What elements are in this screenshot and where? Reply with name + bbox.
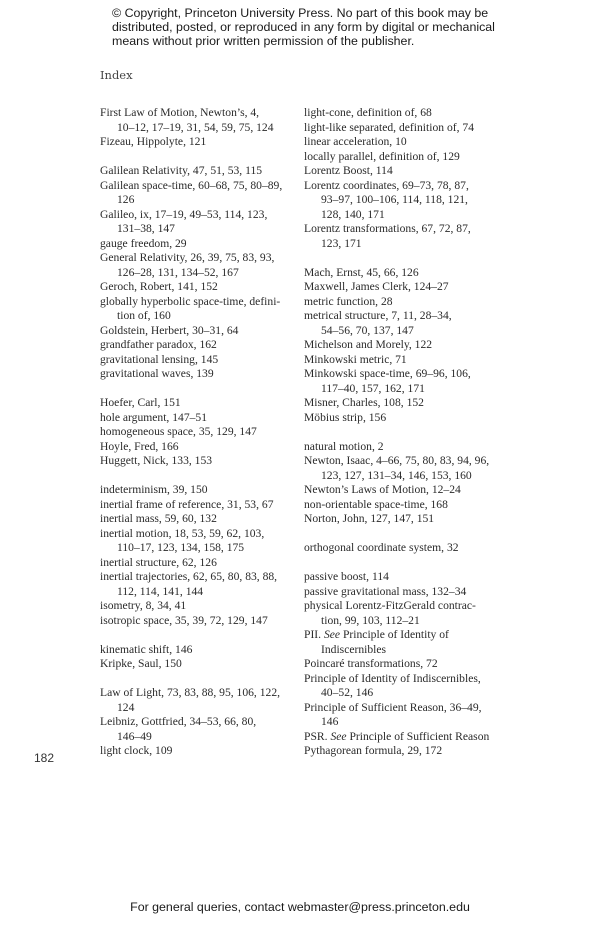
index-letter-group bbox=[304, 266, 504, 426]
index-entry-term: globally hyperbolic space-time, defini- bbox=[100, 294, 281, 308]
index-entry bbox=[100, 512, 295, 527]
index-entry-continuation: 54–56, 70, 137, 147 bbox=[321, 323, 414, 337]
index-entry bbox=[100, 324, 295, 339]
index-entry-continuation: 146 bbox=[321, 715, 339, 728]
index-entry bbox=[100, 425, 295, 440]
index-entry-term: Goldstein, Herbert, 30–31, 64 bbox=[100, 323, 239, 337]
index-entry-continuation: 93–97, 100–106, 114, 118, 121, bbox=[321, 193, 468, 206]
index-entry bbox=[100, 498, 295, 513]
index-column-left bbox=[100, 106, 295, 773]
index-entry bbox=[100, 106, 295, 135]
index-entry bbox=[100, 367, 295, 382]
index-entry-term: Huggett, Nick, 133, 153 bbox=[100, 454, 213, 467]
index-entry bbox=[100, 295, 295, 324]
index-letter-group bbox=[100, 483, 295, 628]
index-entry bbox=[100, 251, 295, 280]
index-entry bbox=[304, 121, 504, 136]
index-entry-term: inertial frame of reference, 31, 53, 67 bbox=[100, 497, 274, 511]
index-entry-term: linear acceleration, 10 bbox=[304, 135, 407, 148]
index-entry-term: homogeneous space, 35, 129, 147 bbox=[100, 425, 257, 438]
index-letter-group bbox=[304, 570, 504, 759]
copyright-notice: © Copyright, Princeton University Press. No part of this book may be distributed, posted, or reproduced in any form by digital or mechanical means without prior written permission of the publisher. bbox=[112, 6, 495, 49]
index-entry bbox=[304, 498, 504, 513]
index-entry bbox=[304, 309, 504, 338]
index-entry-term: First Law of Motion, Newton’s, 4, bbox=[100, 106, 260, 119]
index-entry bbox=[100, 744, 295, 759]
index-entry-term: Galilean space-time, 60–68, 75, 80–89, bbox=[100, 178, 283, 192]
index-entry-term: Principle of Identity of Indiscernibles, bbox=[304, 671, 481, 685]
index-entry-term: inertial motion, 18, 53, 59, 62, 103, bbox=[100, 526, 265, 540]
index-entry-continuation: tion, 99, 103, 112–21 bbox=[321, 613, 420, 627]
index-entry-term: natural motion, 2 bbox=[304, 439, 384, 453]
index-entry-term: Hoefer, Carl, 151 bbox=[100, 396, 181, 409]
index-entry-term: Kripke, Saul, 150 bbox=[100, 657, 182, 670]
index-entry-term: inertial trajectories, 62, 65, 80, 83, 88, bbox=[100, 570, 278, 583]
index-entry-term: physical Lorentz-FitzGerald contrac- bbox=[304, 599, 476, 612]
index-entry-term: General Relativity, 26, 39, 75, 83, 93, bbox=[100, 251, 275, 264]
index-entry-term: grandfather paradox, 162 bbox=[100, 338, 217, 351]
index-entry bbox=[304, 179, 504, 223]
index-letter-group bbox=[304, 541, 504, 556]
index-entry bbox=[304, 570, 504, 585]
index-entry bbox=[304, 701, 504, 730]
index-entry bbox=[100, 396, 295, 411]
index-entry bbox=[100, 570, 295, 599]
index-entry bbox=[304, 657, 504, 672]
index-entry bbox=[304, 440, 504, 455]
index-entry bbox=[304, 672, 504, 701]
index-entry bbox=[100, 353, 295, 368]
index-entry-continuation: Indiscernibles bbox=[321, 642, 387, 656]
index-entry-term: indeterminism, 39, 150 bbox=[100, 483, 208, 496]
index-entry-term: Möbius strip, 156 bbox=[304, 410, 387, 424]
index-entry bbox=[304, 164, 504, 179]
index-entry-continuation: 124 bbox=[117, 700, 135, 714]
index-entry-term: isometry, 8, 34, 41 bbox=[100, 599, 187, 612]
index-entry bbox=[100, 208, 295, 237]
index-entry-continuation: 126 bbox=[117, 193, 135, 206]
index-entry bbox=[304, 454, 504, 483]
index-entry bbox=[304, 396, 504, 411]
index-entry bbox=[100, 599, 295, 614]
index-entry-term: Lorentz transformations, 67, 72, 87, bbox=[304, 222, 471, 235]
index-entry-term: Poincaré transformations, 72 bbox=[304, 657, 438, 670]
index-entry-term: non-orientable space-time, 168 bbox=[304, 497, 448, 511]
index-entry bbox=[100, 686, 295, 715]
index-entry bbox=[304, 585, 504, 600]
page-number: 182 bbox=[34, 751, 55, 765]
index-entry-term: Fizeau, Hippolyte, 121 bbox=[100, 135, 207, 148]
index-entry-term: Maxwell, James Clerk, 124–27 bbox=[304, 280, 449, 293]
index-entry bbox=[304, 628, 504, 657]
index-entry-term: Galileo, ix, 17–19, 49–53, 114, 123, bbox=[100, 207, 268, 221]
index-entry-term: metric function, 28 bbox=[304, 294, 393, 308]
index-entry-term: Lorentz coordinates, 69–73, 78, 87, bbox=[304, 178, 469, 192]
index-entry-continuation: 123, 171 bbox=[321, 236, 362, 250]
footer-contact: For general queries, contact webmaster@press.princeton.edu bbox=[130, 900, 470, 914]
index-entry bbox=[304, 222, 504, 251]
index-entry-term: hole argument, 147–51 bbox=[100, 410, 208, 424]
see-reference: See bbox=[330, 729, 347, 743]
index-entry bbox=[304, 367, 504, 396]
index-entry-term: Principle of Sufficient Reason, 36–49, bbox=[304, 700, 482, 714]
index-entry bbox=[100, 715, 295, 744]
index-entry-continuation: 128, 140, 171 bbox=[321, 207, 385, 221]
index-letter-group bbox=[100, 643, 295, 672]
index-column-right bbox=[304, 106, 504, 773]
index-entry-continuation: 110–17, 123, 134, 158, 175 bbox=[117, 541, 245, 554]
index-entry-term: gauge freedom, 29 bbox=[100, 236, 187, 250]
index-entry-continuation: 117–40, 157, 162, 171 bbox=[321, 381, 425, 395]
index-entry bbox=[100, 657, 295, 672]
index-entry-term: PSR. See Principle of Sufficient Reason bbox=[304, 729, 490, 743]
index-entry bbox=[100, 483, 295, 498]
index-entry bbox=[100, 135, 295, 150]
index-entry-term: locally parallel, definition of, 129 bbox=[304, 149, 460, 163]
index-entry bbox=[304, 541, 504, 556]
index-entry bbox=[100, 440, 295, 455]
index-entry-term: light-cone, definition of, 68 bbox=[304, 106, 432, 119]
index-entry bbox=[304, 353, 504, 368]
index-entry bbox=[304, 411, 504, 426]
index-entry-term: Minkowski space-time, 69–96, 106, bbox=[304, 367, 471, 380]
index-entry-term: gravitational waves, 139 bbox=[100, 367, 214, 380]
index-entry-term: passive boost, 114 bbox=[304, 570, 389, 583]
index-entry bbox=[304, 280, 504, 295]
index-entry bbox=[304, 266, 504, 281]
index-entry bbox=[100, 556, 295, 571]
index-entry-continuation: 126–28, 131, 134–52, 167 bbox=[117, 265, 239, 279]
index-entry bbox=[304, 135, 504, 150]
index-entry-term: Galilean Relativity, 47, 51, 53, 115 bbox=[100, 164, 263, 177]
index-entry-term: Misner, Charles, 108, 152 bbox=[304, 396, 424, 409]
index-entry-term: passive gravitational mass, 132–34 bbox=[304, 584, 467, 598]
index-entry bbox=[100, 643, 295, 658]
running-head: Index bbox=[100, 68, 133, 82]
index-entry-term: kinematic shift, 146 bbox=[100, 642, 193, 656]
index-entry-term: metrical structure, 7, 11, 28–34, bbox=[304, 309, 452, 322]
index-entry-term: Newton, Isaac, 4–66, 75, 80, 83, 94, 96, bbox=[304, 454, 490, 467]
index-entry bbox=[100, 614, 295, 629]
index-entry-continuation: 10–12, 17–19, 31, 54, 59, 75, 124 bbox=[117, 120, 274, 134]
index-letter-group bbox=[100, 396, 295, 469]
index-entry-term: Newton’s Laws of Motion, 12–24 bbox=[304, 483, 461, 496]
index-entry-term: isotropic space, 35, 39, 72, 129, 147 bbox=[100, 613, 268, 627]
index-entry-term: Michelson and Morely, 122 bbox=[304, 338, 433, 351]
index-entry bbox=[100, 179, 295, 208]
index-entry-term: inertial structure, 62, 126 bbox=[100, 555, 217, 569]
index-entry bbox=[304, 599, 504, 628]
index-entry bbox=[100, 454, 295, 469]
index-entry bbox=[100, 338, 295, 353]
index-letter-group bbox=[100, 164, 295, 382]
index-entry-term: Minkowski metric, 71 bbox=[304, 352, 407, 366]
index-entry bbox=[304, 150, 504, 165]
index-entry-term: Geroch, Robert, 141, 152 bbox=[100, 280, 218, 293]
index-entry-term: light clock, 109 bbox=[100, 744, 173, 757]
index-entry-continuation: tion of, 160 bbox=[117, 309, 171, 322]
index-entry-continuation: 146–49 bbox=[117, 729, 152, 743]
index-entry-term: Law of Light, 73, 83, 88, 95, 106, 122, bbox=[100, 686, 281, 699]
index-entry bbox=[304, 338, 504, 353]
see-reference: See bbox=[323, 628, 341, 641]
index-entry-term: Pythagorean formula, 29, 172 bbox=[304, 744, 443, 757]
index-entry bbox=[304, 512, 504, 527]
index-entry-term: Mach, Ernst, 45, 66, 126 bbox=[304, 265, 419, 279]
index-entry bbox=[100, 237, 295, 252]
index-entry-term: light-like separated, definition of, 74 bbox=[304, 120, 474, 134]
index-entry-continuation: 112, 114, 141, 144 bbox=[117, 584, 204, 598]
index-entry bbox=[100, 280, 295, 295]
index-entry-term: Leibniz, Gottfried, 34–53, 66, 80, bbox=[100, 715, 257, 728]
index-entry bbox=[304, 295, 504, 310]
index-entry-term: PII. See Principle of Identity of bbox=[304, 628, 449, 641]
index-entry-term: gravitational lensing, 145 bbox=[100, 352, 219, 366]
index-letter-group bbox=[304, 440, 504, 527]
index-entry-term: inertial mass, 59, 60, 132 bbox=[100, 512, 217, 525]
index-entry bbox=[100, 411, 295, 426]
index-entry bbox=[304, 106, 504, 121]
index-entry-term: Norton, John, 127, 147, 151 bbox=[304, 512, 435, 525]
index-letter-group bbox=[100, 686, 295, 759]
index-letter-group bbox=[100, 106, 295, 150]
index-letter-group bbox=[304, 106, 504, 251]
index-entry-term: Lorentz Boost, 114 bbox=[304, 164, 393, 177]
index-entry-term: orthogonal coordinate system, 32 bbox=[304, 541, 459, 554]
index-entry-term: Hoyle, Fred, 166 bbox=[100, 439, 179, 453]
index-entry-continuation: 123, 127, 131–34, 146, 153, 160 bbox=[321, 468, 472, 482]
index-entry-continuation: 40–52, 146 bbox=[321, 686, 374, 699]
index-entry bbox=[100, 527, 295, 556]
index-entry bbox=[304, 744, 504, 759]
index-entry bbox=[304, 730, 504, 745]
index-entry bbox=[304, 483, 504, 498]
index-entry-continuation: 131–38, 147 bbox=[117, 222, 175, 235]
index-entry bbox=[100, 164, 295, 179]
